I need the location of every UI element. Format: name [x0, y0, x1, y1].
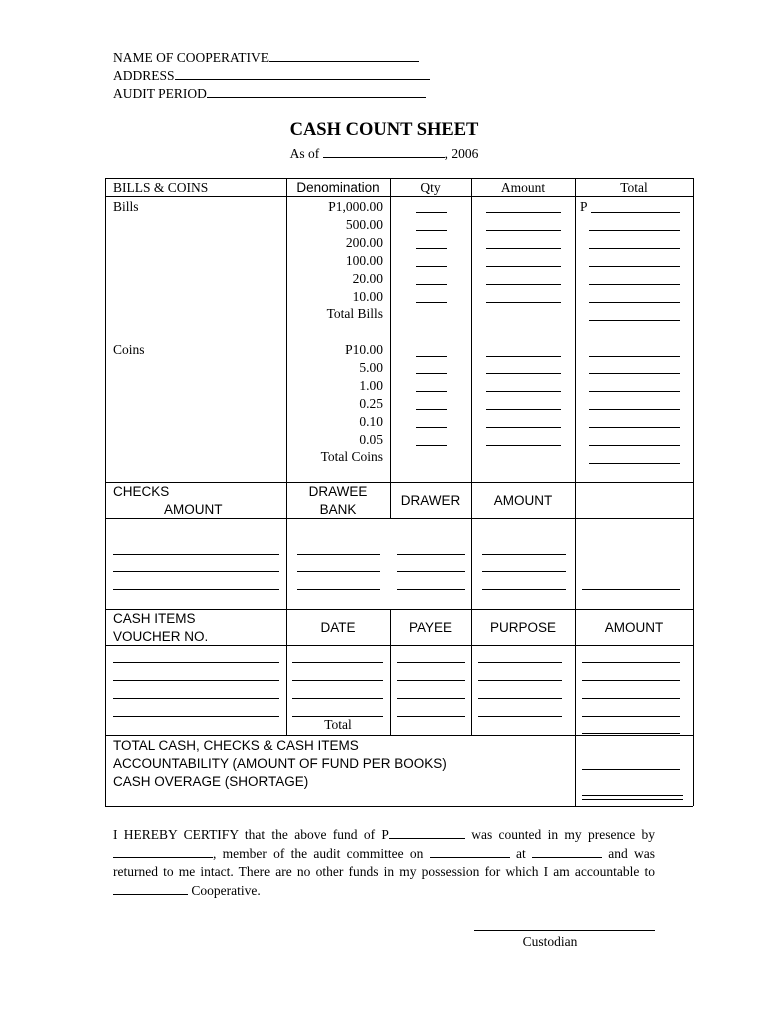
cooperative-blank[interactable] — [113, 883, 188, 895]
audit-period-label: AUDIT PERIOD — [113, 86, 207, 101]
summary-overage: CASH OVERAGE (SHORTAGE) — [113, 774, 309, 789]
header-denomination: Denomination — [296, 180, 380, 195]
denomination-1: 1.00 — [359, 378, 383, 393]
checks-amount-label: AMOUNT — [164, 502, 223, 517]
address-label: ADDRESS — [113, 68, 175, 83]
address-field[interactable] — [113, 67, 430, 83]
purpose-header: PURPOSE — [489, 620, 557, 635]
custodian-label: Custodian — [522, 934, 578, 949]
as-of-year: , 2006 — [444, 146, 479, 161]
denomination-p10: P10.00 — [345, 342, 383, 357]
certification-paragraph: I HEREBY CERTIFY that the above fund of P was counted in my presence by , member of the audit committee on at and was returned to me intact. There are no other funds in my possession for which I am accountable to Cooperative. — [113, 827, 655, 898]
cash-items-amount-header: AMOUNT — [604, 620, 664, 635]
cooperative-name-field[interactable] — [113, 49, 419, 65]
header-total: Total — [620, 180, 648, 195]
denomination-025: 0.25 — [359, 396, 383, 411]
as-of-prefix: As of — [289, 146, 320, 161]
auditor-name-blank[interactable] — [113, 846, 213, 858]
denomination-5: 5.00 — [359, 360, 383, 375]
audit-place-blank[interactable] — [532, 846, 602, 858]
drawer-label: DRAWER — [400, 493, 461, 508]
checks-amount-header: AMOUNT — [493, 493, 553, 508]
denomination-20: 20.00 — [352, 271, 383, 286]
coins-label: Coins — [113, 342, 145, 357]
signature-line[interactable] — [474, 930, 655, 931]
as-of-line[interactable] — [0, 145, 768, 161]
audit-date-blank[interactable] — [430, 846, 510, 858]
summary-accountability: ACCOUNTABILITY (AMOUNT OF FUND PER BOOKS) — [113, 756, 447, 771]
denomination-005: 0.05 — [359, 432, 383, 447]
denomination-010: 0.10 — [359, 414, 383, 429]
denomination-500: 500.00 — [345, 217, 383, 232]
payee-header: PAYEE — [408, 620, 453, 635]
header-bills-coins: BILLS & COINS — [113, 180, 209, 195]
cash-items-label: CASH ITEMS — [113, 611, 196, 626]
summary-total-cash: TOTAL CASH, CHECKS & CASH ITEMS — [113, 738, 359, 753]
date-header: DATE — [320, 620, 356, 635]
cash-items-total-label: Total — [324, 717, 352, 732]
cooperative-name-label: NAME OF COOPERATIVE — [113, 50, 270, 65]
checks-label: CHECKS — [113, 484, 170, 499]
total-currency-prefix: P — [580, 199, 588, 214]
denomination-10: 10.00 — [352, 289, 383, 304]
audit-period-field[interactable] — [113, 85, 426, 101]
header-amount: Amount — [500, 180, 546, 195]
denomination-200: 200.00 — [345, 235, 383, 250]
header-qty: Qty — [420, 180, 441, 195]
voucher-no-label: VOUCHER NO. — [113, 629, 209, 644]
denomination-1000: P1,000.00 — [328, 199, 383, 214]
total-coins-label: Total Coins — [320, 449, 383, 464]
total-bills-label: Total Bills — [326, 306, 383, 321]
denomination-100: 100.00 — [345, 253, 383, 268]
page-title: CASH COUNT SHEET — [289, 120, 479, 140]
bank-label: BANK — [319, 502, 357, 517]
drawee-label: DRAWEE — [308, 484, 368, 499]
fund-amount-blank[interactable] — [389, 827, 465, 839]
bills-label: Bills — [113, 199, 139, 214]
